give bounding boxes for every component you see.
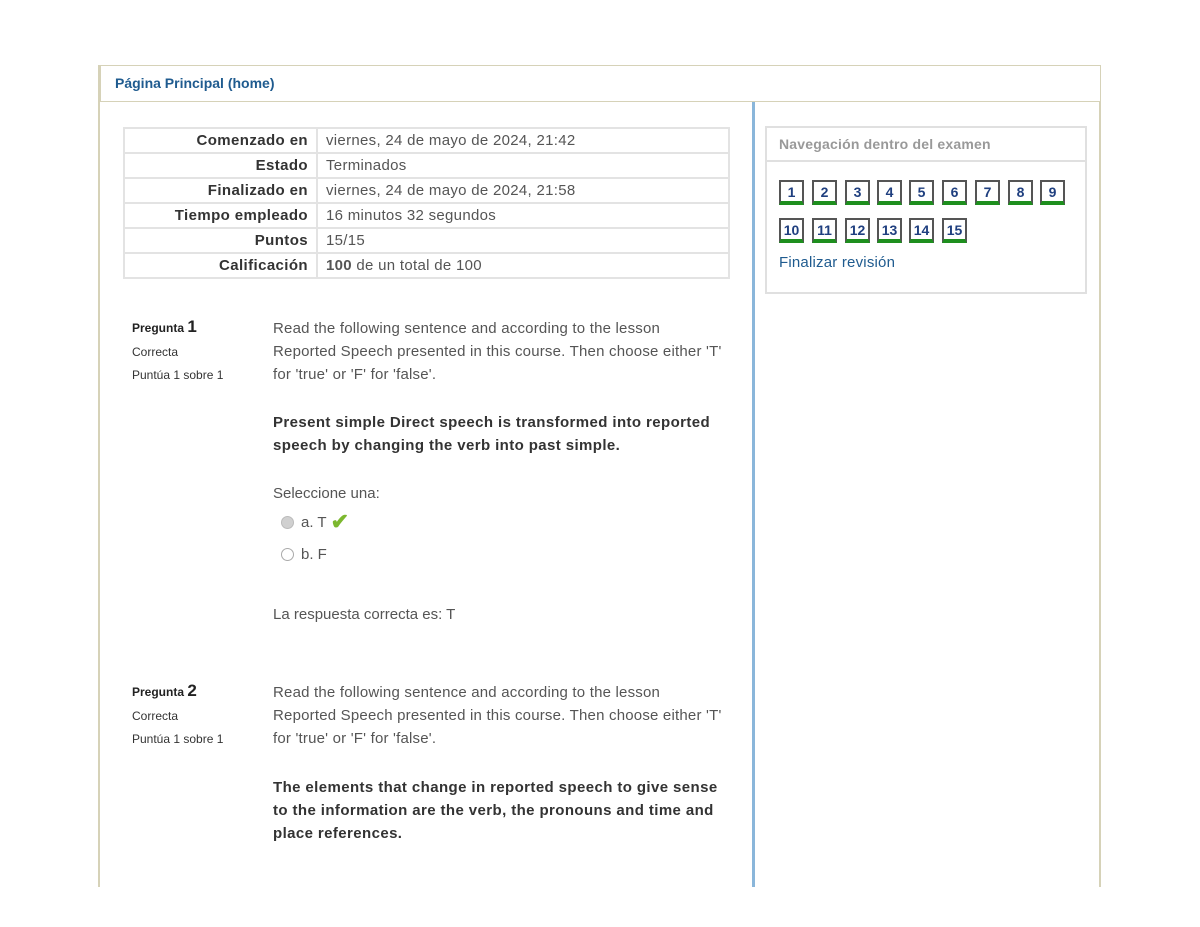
- option-label: b. F: [301, 546, 327, 563]
- summary-label: Comenzado en: [124, 128, 317, 153]
- summary-label: Puntos: [124, 228, 317, 253]
- question-statement: The elements that change in reported speech to give sense to the information are the verb, the pronouns and time and place references.: [273, 779, 718, 842]
- quiz-navigation-title: Navegación dentro del examen: [767, 128, 1085, 162]
- summary-value: viernes, 24 de mayo de 2024, 21:42: [317, 128, 729, 153]
- quiz-nav-button-8[interactable]: 8: [1008, 180, 1033, 205]
- answer-option-b[interactable]: [281, 546, 327, 563]
- column-divider: [752, 102, 755, 887]
- grade-total: de un total de 100: [351, 257, 482, 274]
- question-info: [132, 681, 262, 746]
- question-prefix: Pregunta: [132, 321, 185, 335]
- quiz-nav-button-3[interactable]: 3: [845, 180, 870, 205]
- answer-prompt: Seleccione una:: [273, 485, 380, 502]
- question-2: [132, 681, 732, 861]
- quiz-nav-button-12[interactable]: 12: [845, 218, 870, 243]
- question-prefix: Pregunta: [132, 685, 185, 699]
- question-number-value: 2: [187, 681, 197, 700]
- summary-label: Tiempo empleado: [124, 203, 317, 228]
- summary-label: Calificación: [124, 253, 317, 278]
- question-grade: Puntúa 1 sobre 1: [132, 732, 224, 746]
- summary-row: [124, 253, 729, 278]
- answer-option-a[interactable]: [281, 509, 350, 534]
- attempt-summary-table: [123, 127, 730, 279]
- question-statement: Present simple Direct speech is transformed into reported speech by changing the verb into past simple.: [273, 414, 711, 454]
- question-number: [132, 317, 262, 337]
- quiz-nav-button-14[interactable]: 14: [909, 218, 934, 243]
- quiz-navigation: [765, 126, 1087, 294]
- frame-border-left: [98, 102, 100, 887]
- question-number: [132, 681, 262, 701]
- quiz-nav-button-6[interactable]: 6: [942, 180, 967, 205]
- quiz-nav-button-9[interactable]: 9: [1040, 180, 1065, 205]
- quiz-nav-button-4[interactable]: 4: [877, 180, 902, 205]
- question-number-value: 1: [187, 317, 197, 336]
- right-answer: La respuesta correcta es: T: [273, 606, 456, 623]
- frame-border-right: [1099, 102, 1101, 887]
- quiz-nav-button-13[interactable]: 13: [877, 218, 902, 243]
- summary-value: viernes, 24 de mayo de 2024, 21:58: [317, 178, 729, 203]
- summary-row: [124, 228, 729, 253]
- quiz-nav-button-1[interactable]: 1: [779, 180, 804, 205]
- summary-row: [124, 203, 729, 228]
- summary-value: Terminados: [317, 153, 729, 178]
- question-info: [132, 317, 262, 382]
- question-text: Read the following sentence and according to the lesson Reported Speech presented in this course. Then choose either 'T' for 'true' or 'F' for 'false'.: [273, 684, 722, 747]
- breadcrumb-bar: [98, 65, 1101, 102]
- radio-button[interactable]: [281, 548, 294, 561]
- question-1: [132, 317, 732, 637]
- quiz-nav-button-7[interactable]: 7: [975, 180, 1000, 205]
- radio-button[interactable]: [281, 516, 294, 529]
- summary-value: 15/15: [317, 228, 729, 253]
- home-link[interactable]: Página Principal (home): [115, 75, 275, 91]
- summary-label: Finalizado en: [124, 178, 317, 203]
- question-state: Correcta: [132, 709, 179, 723]
- option-label: a. T: [301, 513, 327, 531]
- question-grade: Puntúa 1 sobre 1: [132, 368, 224, 382]
- grade-score: 100: [326, 257, 352, 274]
- finish-review-link[interactable]: Finalizar revisión: [779, 254, 896, 271]
- quiz-nav-button-10[interactable]: 10: [779, 218, 804, 243]
- question-text: Read the following sentence and according to the lesson Reported Speech presented in this course. Then choose either 'T' for 'true' or 'F' for 'false'.: [273, 320, 722, 383]
- quiz-nav-button-2[interactable]: 2: [812, 180, 837, 205]
- question-state: Correcta: [132, 345, 179, 359]
- checkmark-icon: ✔: [330, 509, 350, 534]
- quiz-nav-button-5[interactable]: 5: [909, 180, 934, 205]
- summary-row: [124, 128, 729, 153]
- quiz-nav-button-11[interactable]: 11: [812, 218, 837, 243]
- summary-row: [124, 153, 729, 178]
- summary-label: Estado: [124, 153, 317, 178]
- quiz-nav-button-15[interactable]: 15: [942, 218, 967, 243]
- summary-row: [124, 178, 729, 203]
- summary-value: 16 minutos 32 segundos: [317, 203, 729, 228]
- summary-value: [317, 253, 729, 278]
